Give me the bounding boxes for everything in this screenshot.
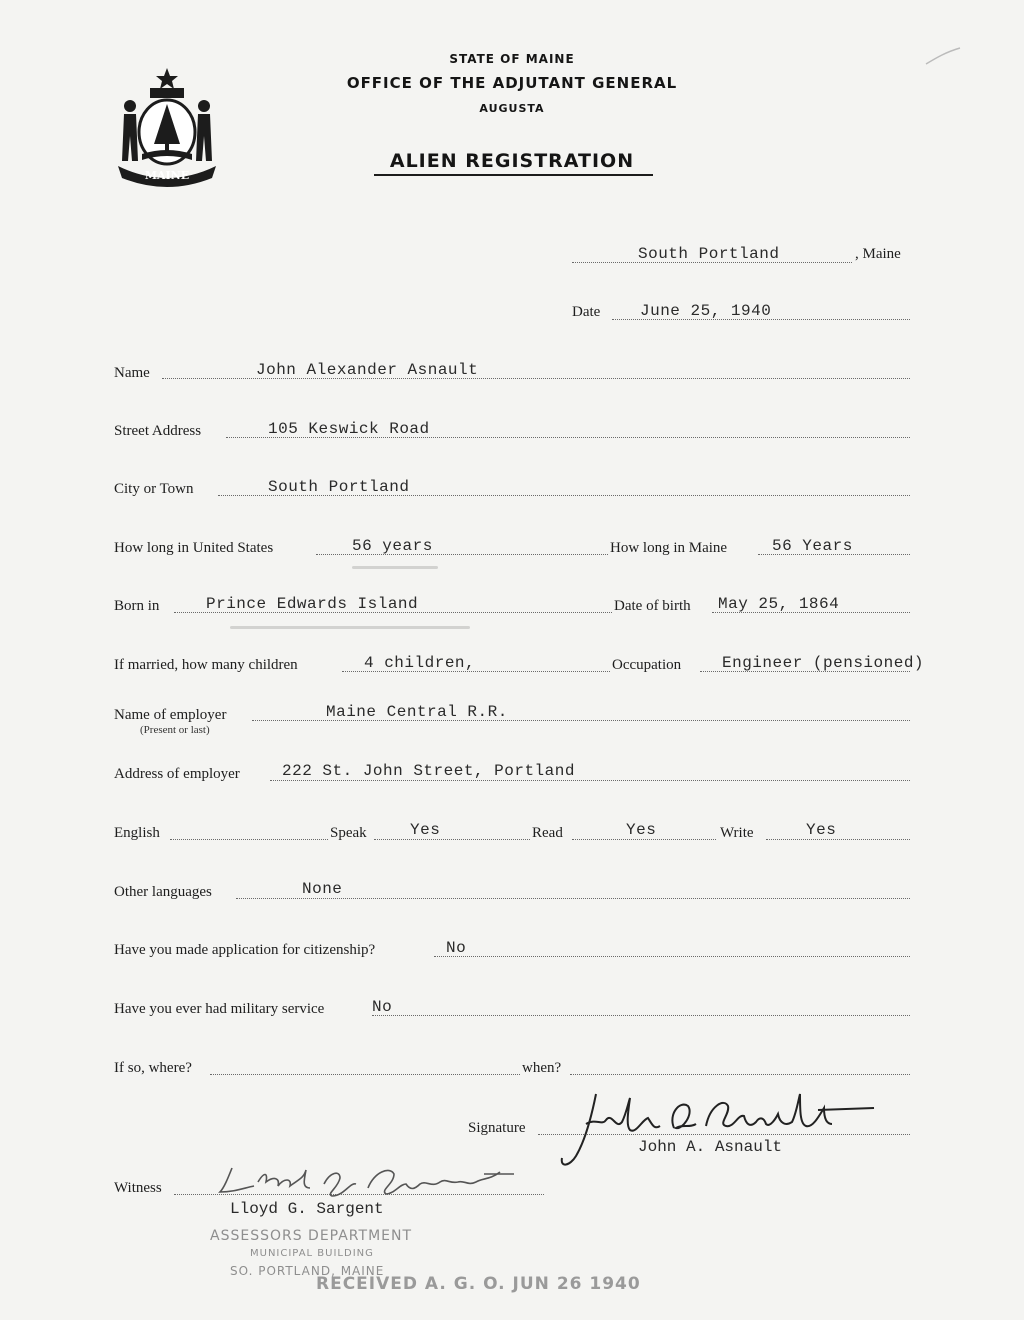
name-label: Name bbox=[114, 365, 150, 381]
signature-printed-name: John A. Asnault bbox=[638, 1138, 783, 1156]
date-of-birth-label: Date of birth bbox=[614, 598, 691, 614]
employer-address-label: Address of employer bbox=[114, 766, 240, 782]
born-in-label: Born in bbox=[114, 598, 160, 614]
state-heading: STATE OF MAINE bbox=[449, 52, 575, 66]
citizenship-line bbox=[434, 956, 910, 957]
stamp-line-1: ASSESSORS DEPARTMENT bbox=[210, 1228, 413, 1244]
street-address-value: 105 Keswick Road bbox=[268, 420, 430, 438]
when-line bbox=[570, 1074, 910, 1075]
witness-signature bbox=[214, 1158, 524, 1202]
office-heading: OFFICE OF THE ADJUTANT GENERAL bbox=[346, 74, 678, 92]
children-label: If married, how many children bbox=[114, 657, 298, 673]
signature-label: Signature bbox=[468, 1120, 526, 1136]
military-line bbox=[372, 1015, 910, 1016]
witness-printed-name: Lloyd G. Sargent bbox=[230, 1200, 384, 1218]
employer-address-line bbox=[270, 780, 910, 781]
city-value: South Portland bbox=[268, 478, 410, 496]
date-label: Date bbox=[572, 304, 601, 320]
employer-label: Name of employer bbox=[114, 707, 227, 723]
date-value: June 25, 1940 bbox=[640, 302, 772, 320]
speak-label: Speak bbox=[330, 825, 367, 841]
employer-address-value: 222 St. John Street, Portland bbox=[282, 762, 575, 780]
date-of-birth-value: May 25, 1864 bbox=[718, 595, 840, 613]
employer-value: Maine Central R.R. bbox=[326, 703, 508, 721]
read-value: Yes bbox=[626, 821, 657, 839]
occupation-value: Engineer (pensioned) bbox=[722, 654, 925, 672]
other-languages-value: None bbox=[302, 880, 343, 898]
citizenship-label: Have you made application for citizenship? bbox=[114, 942, 376, 958]
other-languages-line bbox=[236, 898, 910, 899]
write-label: Write bbox=[720, 825, 754, 841]
city-label: City or Town bbox=[114, 481, 194, 497]
read-line bbox=[572, 839, 716, 840]
years-maine-value: 56 Years bbox=[772, 537, 853, 555]
years-us-value: 56 years bbox=[352, 537, 433, 555]
corner-mark-icon bbox=[924, 44, 964, 68]
children-value: 4 children, bbox=[364, 654, 476, 672]
english-line bbox=[170, 839, 328, 840]
stamp-line-2: MUNICIPAL BUILDING bbox=[250, 1248, 374, 1259]
military-value: No bbox=[372, 998, 393, 1016]
title-underline bbox=[374, 174, 653, 176]
seal-text: MAINE bbox=[144, 169, 190, 182]
citizenship-value: No bbox=[446, 939, 467, 957]
speak-value: Yes bbox=[410, 821, 441, 839]
where-line bbox=[210, 1074, 520, 1075]
when-label: when? bbox=[522, 1060, 562, 1076]
form-title: ALIEN REGISTRATION bbox=[389, 150, 635, 172]
occupation-label: Occupation bbox=[612, 657, 682, 673]
other-languages-label: Other languages bbox=[114, 884, 212, 900]
where-label: If so, where? bbox=[114, 1060, 192, 1076]
received-stamp: RECEIVED A. G. O. JUN 26 1940 bbox=[316, 1274, 641, 1294]
write-value: Yes bbox=[806, 821, 837, 839]
employer-sublabel: (Present or last) bbox=[140, 724, 210, 736]
place-value: South Portland bbox=[638, 245, 780, 263]
speak-line bbox=[374, 839, 530, 840]
street-address-label: Street Address bbox=[114, 423, 202, 439]
write-line bbox=[766, 839, 910, 840]
applicant-signature bbox=[556, 1084, 886, 1174]
years-maine-label: How long in Maine bbox=[610, 540, 728, 556]
english-label: English bbox=[114, 825, 160, 841]
city-heading: AUGUSTA bbox=[479, 102, 545, 115]
born-in-value: Prince Edwards Island bbox=[206, 595, 419, 613]
military-label: Have you ever had military service bbox=[114, 1001, 325, 1017]
witness-label: Witness bbox=[114, 1180, 162, 1196]
read-label: Read bbox=[532, 825, 563, 841]
place-suffix: , Maine bbox=[855, 246, 901, 262]
years-us-label: How long in United States bbox=[114, 540, 274, 556]
name-value: John Alexander Asnault bbox=[256, 361, 479, 379]
stamp-line-3: SO. PORTLAND, MAINE bbox=[230, 1264, 385, 1278]
